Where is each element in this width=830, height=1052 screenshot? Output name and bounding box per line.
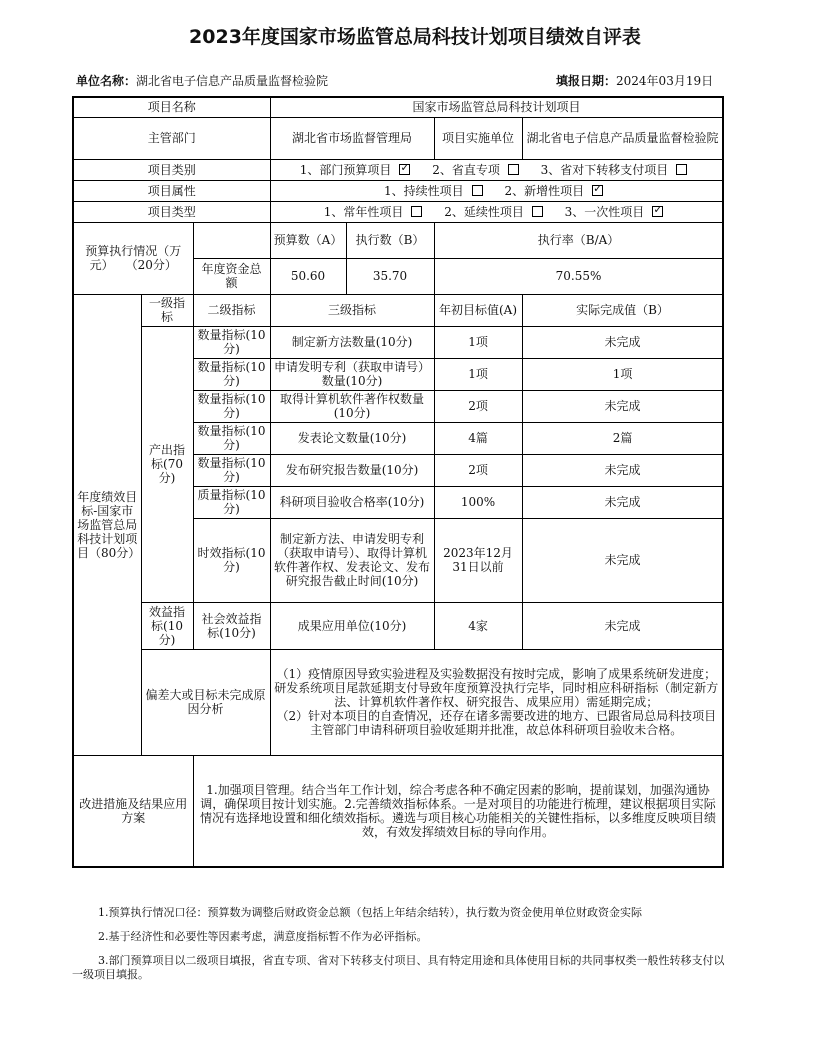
evaluation-table [72, 96, 724, 868]
label-budget: 预算执行情况（万元） （20分） [73, 222, 193, 294]
cell-l3: 科研项目验收合格率(10分) [270, 486, 434, 518]
cell-l2: 时效指标(10分) [193, 518, 270, 602]
label-category: 项目类别 [73, 159, 270, 180]
label-project-name: 项目名称 [73, 97, 270, 117]
cell-target: 4篇 [434, 422, 522, 454]
checkbox-checked-icon[interactable] [399, 164, 410, 175]
dept-value: 湖北省市场监督管理局 [270, 117, 434, 159]
cell-actual: 未完成 [522, 518, 723, 602]
cell-l2: 质量指标(10分) [193, 486, 270, 518]
cell-actual: 未完成 [522, 486, 723, 518]
header-l1: 一级指标 [141, 294, 193, 326]
budget-header-blank [193, 222, 270, 258]
checkbox-icon[interactable] [676, 164, 687, 175]
cell-l2: 数量指标(10分) [193, 454, 270, 486]
header-l2: 二级指标 [193, 294, 270, 326]
cell-actual: 未完成 [522, 454, 723, 486]
type-options: 1、常年性项目 2、延续性项目 3、一次性项目✓ [270, 201, 723, 222]
label-deviation: 偏差大或目标未完成原因分析 [141, 649, 270, 755]
cell-target: 100% [434, 486, 522, 518]
checkbox-icon[interactable] [411, 206, 422, 217]
footnote: 2.基于经济性和必要性等因素考虑，满意度指标暂不作为必评指标。 [98, 930, 428, 943]
cell-l3: 成果应用单位(10分) [270, 602, 434, 649]
cell-l2: 数量指标(10分) [193, 422, 270, 454]
label-annual-funds: 年度资金总额 [193, 258, 270, 294]
cell-l3: 制定新方法数量(10分) [270, 326, 434, 358]
cell-l2: 数量指标(10分) [193, 390, 270, 422]
footnote: 3.部门预算项目以二级项目填报，省直专项、省对下转移支付项目、具有特定用途和具体使用目标的共同事权类一般性转移支付以一级项目填报。 [72, 954, 725, 981]
header-target: 年初目标值(A) [434, 294, 522, 326]
unit-name: 单位名称：湖北省电子信息产品质量监督检验院 [76, 74, 329, 88]
cell-l2: 数量指标(10分) [193, 326, 270, 358]
category-options: 1、部门预算项目✓ 2、省直专项 3、省对下转移支付项目 [270, 159, 723, 180]
label-perf-goal: 年度绩效目标-国家市场监管总局科技计划项目（80分） [73, 294, 141, 755]
attribute-options: 1、持续性项目 2、新增性项目✓ [270, 180, 723, 201]
cell-target: 2项 [434, 454, 522, 486]
header-actual: 实际完成值（B） [522, 294, 723, 326]
header-exec: 执行数（B） [346, 222, 434, 258]
cell-target: 1项 [434, 326, 522, 358]
cell-actual: 未完成 [522, 602, 723, 649]
rate-value: 70.55% [434, 258, 723, 294]
label-benefit: 效益指标(10分) [141, 602, 193, 649]
fill-date: 填报日期：2024年03月19日 [556, 74, 714, 88]
cell-target: 4家 [434, 602, 522, 649]
budget-value: 50.60 [270, 258, 346, 294]
cell-actual: 未完成 [522, 326, 723, 358]
checkbox-icon[interactable] [508, 164, 519, 175]
deviation-text: （1）疫情原因导致实验进程及实验数据没有按时完成，影响了成果系统研发进度；研发系统项目尾款延期支付导致年度预算没执行完毕，同时相应科研指标（制定新方法、计算机软件著作权、研究报告、成果应用）需延期完成； （2）针对本项目的自查情况，还存在诸多需要改进的地方、已跟省局总局科技项目主管部门申请科研项目验收延期并批准，故总体科研项目验收未合格。 [270, 649, 723, 755]
cell-l2: 数量指标(10分) [193, 358, 270, 390]
project-name-value: 国家市场监管总局科技计划项目 [270, 97, 723, 117]
checkbox-icon[interactable] [532, 206, 543, 217]
header-l3: 三级指标 [270, 294, 434, 326]
cell-actual: 1项 [522, 358, 723, 390]
label-improve: 改进措施及结果应用方案 [73, 755, 193, 867]
cell-l3: 发表论文数量(10分) [270, 422, 434, 454]
page-title: 2023年度国家市场监管总局科技计划项目绩效自评表 [189, 26, 641, 48]
label-attribute: 项目属性 [73, 180, 270, 201]
footnote: 1.预算执行情况口径：预算数为调整后财政资金总额（包括上年结余结转），执行数为资金使用单位财政资金实际 [98, 906, 642, 919]
checkbox-checked-icon[interactable] [652, 206, 663, 217]
cell-target: 2023年12月31日以前 [434, 518, 522, 602]
cell-actual: 2篇 [522, 422, 723, 454]
cell-target: 1项 [434, 358, 522, 390]
table-row [73, 602, 723, 649]
cell-l3: 申请发明专利（获取申请号）数量(10分) [270, 358, 434, 390]
label-output: 产出指标(70分) [141, 326, 193, 602]
label-impl-unit: 项目实施单位 [434, 117, 522, 159]
cell-actual: 未完成 [522, 390, 723, 422]
exec-value: 35.70 [346, 258, 434, 294]
table-row [73, 326, 723, 358]
header-budget: 预算数（A） [270, 222, 346, 258]
cell-target: 2项 [434, 390, 522, 422]
header-rate: 执行率（B/A） [434, 222, 723, 258]
cell-l3: 制定新方法、申请发明专利（获取申请号）、取得计算机软件著作权、发表论文、发布研究报告截止时间(10分) [270, 518, 434, 602]
checkbox-icon[interactable] [472, 185, 483, 196]
impl-unit-value: 湖北省电子信息产品质量监督检验院 [522, 117, 723, 159]
label-dept: 主管部门 [73, 117, 270, 159]
improve-text: 1.加强项目管理。结合当年工作计划，综合考虑各种不确定因素的影响，提前谋划，加强沟通协调，确保项目按计划实施。2.完善绩效指标体系。一是对项目的功能进行梳理，建议根据项目实际情况有选择地设置和细化绩效指标。遴选与项目核心功能相关的关键性指标，以多维度反映项目绩效，有效发挥绩效目标的导向作用。 [193, 755, 723, 867]
cell-l3: 取得计算机软件著作权数量(10分) [270, 390, 434, 422]
footnotes [72, 906, 732, 992]
checkbox-checked-icon[interactable] [592, 185, 603, 196]
cell-l2: 社会效益指标(10分) [193, 602, 270, 649]
label-type: 项目类型 [73, 201, 270, 222]
cell-l3: 发布研究报告数量(10分) [270, 454, 434, 486]
